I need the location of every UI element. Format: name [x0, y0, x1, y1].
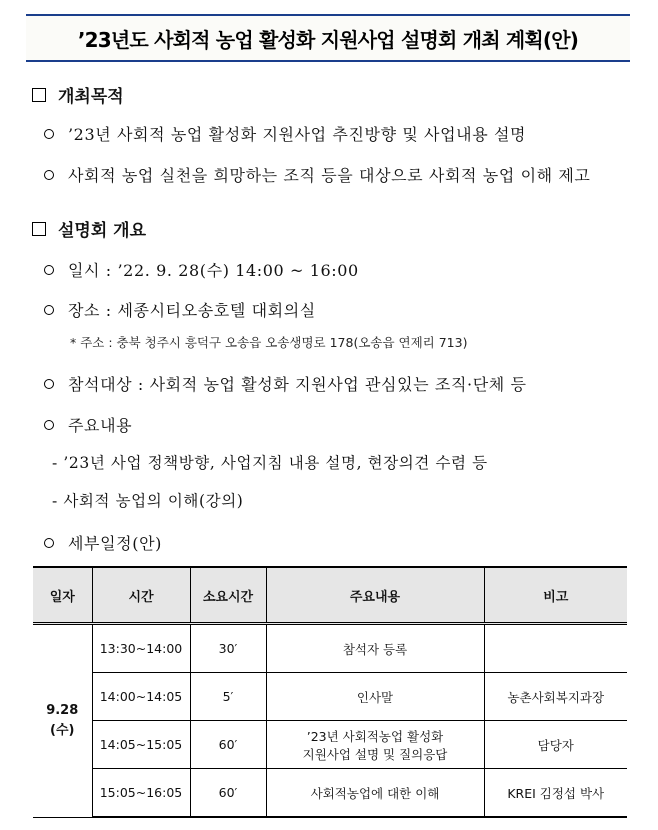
- content-line: 지원사업 설명 및 질의응답: [302, 746, 448, 762]
- duration-cell: 60′: [190, 769, 266, 818]
- circle-bullet-icon: [44, 420, 54, 430]
- header-time: 시간: [92, 567, 190, 624]
- duration-cell: 60′: [190, 721, 266, 769]
- overview-date: [44, 258, 359, 281]
- note-cell: 농촌사회복지과장: [484, 673, 627, 721]
- content-cell: 인사말: [266, 673, 484, 721]
- note-cell: [484, 624, 627, 673]
- purpose-item-text: ’23년 사회적 농업 활성화 지원사업 추진방향 및 사업내용 설명: [68, 125, 527, 144]
- checkbox-square-icon: [32, 222, 46, 236]
- header-duration: 소요시간: [190, 567, 266, 624]
- overview-date-text: 일시 : ’22. 9. 28(수) 14:00 ~ 16:00: [68, 261, 359, 280]
- header-date: 일자: [33, 567, 92, 624]
- section-overview-label: 설명회 개요: [58, 221, 147, 241]
- table-row: [33, 769, 627, 818]
- duration-cell: 30′: [190, 624, 266, 673]
- content-line: ’23년 사회적농업 활성화: [306, 728, 444, 744]
- overview-content-label: 주요내용: [68, 416, 133, 435]
- overview-schedule-label: 세부일정(안): [68, 534, 162, 553]
- overview-venue: [44, 298, 316, 321]
- duration-cell: 5′: [190, 673, 266, 721]
- overview-venue-text: 장소 : 세종시티오송호텔 대회의실: [68, 301, 316, 320]
- table-header-row: [33, 567, 627, 624]
- section-purpose-heading: [32, 82, 124, 107]
- header-note: 비고: [484, 567, 627, 624]
- time-cell: 15:05~16:05: [92, 769, 190, 818]
- content-sub-item: - 사회적 농업의 이해(강의): [52, 492, 244, 510]
- date-cell: [33, 624, 92, 818]
- overview-attendees: [44, 372, 527, 395]
- section-overview-heading: [32, 216, 146, 241]
- header-content: 주요내용: [266, 567, 484, 624]
- time-cell: 14:00~14:05: [92, 673, 190, 721]
- purpose-item: [44, 163, 590, 186]
- overview-schedule-heading: [44, 531, 162, 554]
- circle-bullet-icon: [44, 538, 54, 548]
- overview-content-heading: [44, 413, 132, 436]
- content-sub-item: - ’23년 사업 정책방향, 사업지침 내용 설명, 현장의견 수렴 등: [52, 454, 488, 472]
- date-cell-day: 9.28: [46, 702, 79, 718]
- circle-bullet-icon: [44, 170, 54, 180]
- content-cell: 사회적농업에 대한 이해: [266, 769, 484, 818]
- purpose-item-text: 사회적 농업 실천을 희망하는 조직 등을 대상으로 사회적 농업 이해 제고: [68, 166, 591, 185]
- note-cell: KREI 김정섭 박사: [484, 769, 627, 818]
- table-row: [33, 624, 627, 673]
- purpose-item: [44, 122, 526, 145]
- circle-bullet-icon: [44, 265, 54, 275]
- circle-bullet-icon: [44, 305, 54, 315]
- date-cell-weekday: (수): [50, 722, 75, 738]
- schedule-table: [33, 566, 627, 818]
- time-cell: 14:05~15:05: [92, 721, 190, 769]
- note-cell: 담당자: [484, 721, 627, 769]
- circle-bullet-icon: [44, 129, 54, 139]
- circle-bullet-icon: [44, 379, 54, 389]
- time-cell: 13:30~14:00: [92, 624, 190, 673]
- content-cell: [266, 721, 484, 769]
- table-row: [33, 673, 627, 721]
- table-row: [33, 721, 627, 769]
- section-purpose-label: 개최목적: [58, 87, 124, 107]
- content-cell: 참석자 등록: [266, 624, 484, 673]
- page-title: ’23년도 사회적 농업 활성화 지원사업 설명회 개최 계획(안): [77, 27, 579, 52]
- address-note: * 주소 : 충북 청주시 흥덕구 오송읍 오송생명로 178(오송읍 연제리 713): [70, 335, 468, 350]
- checkbox-square-icon: [32, 88, 46, 102]
- title-banner: [26, 14, 630, 62]
- overview-attendees-text: 참석대상 : 사회적 농업 활성화 지원사업 관심있는 조직·단체 등: [68, 375, 527, 394]
